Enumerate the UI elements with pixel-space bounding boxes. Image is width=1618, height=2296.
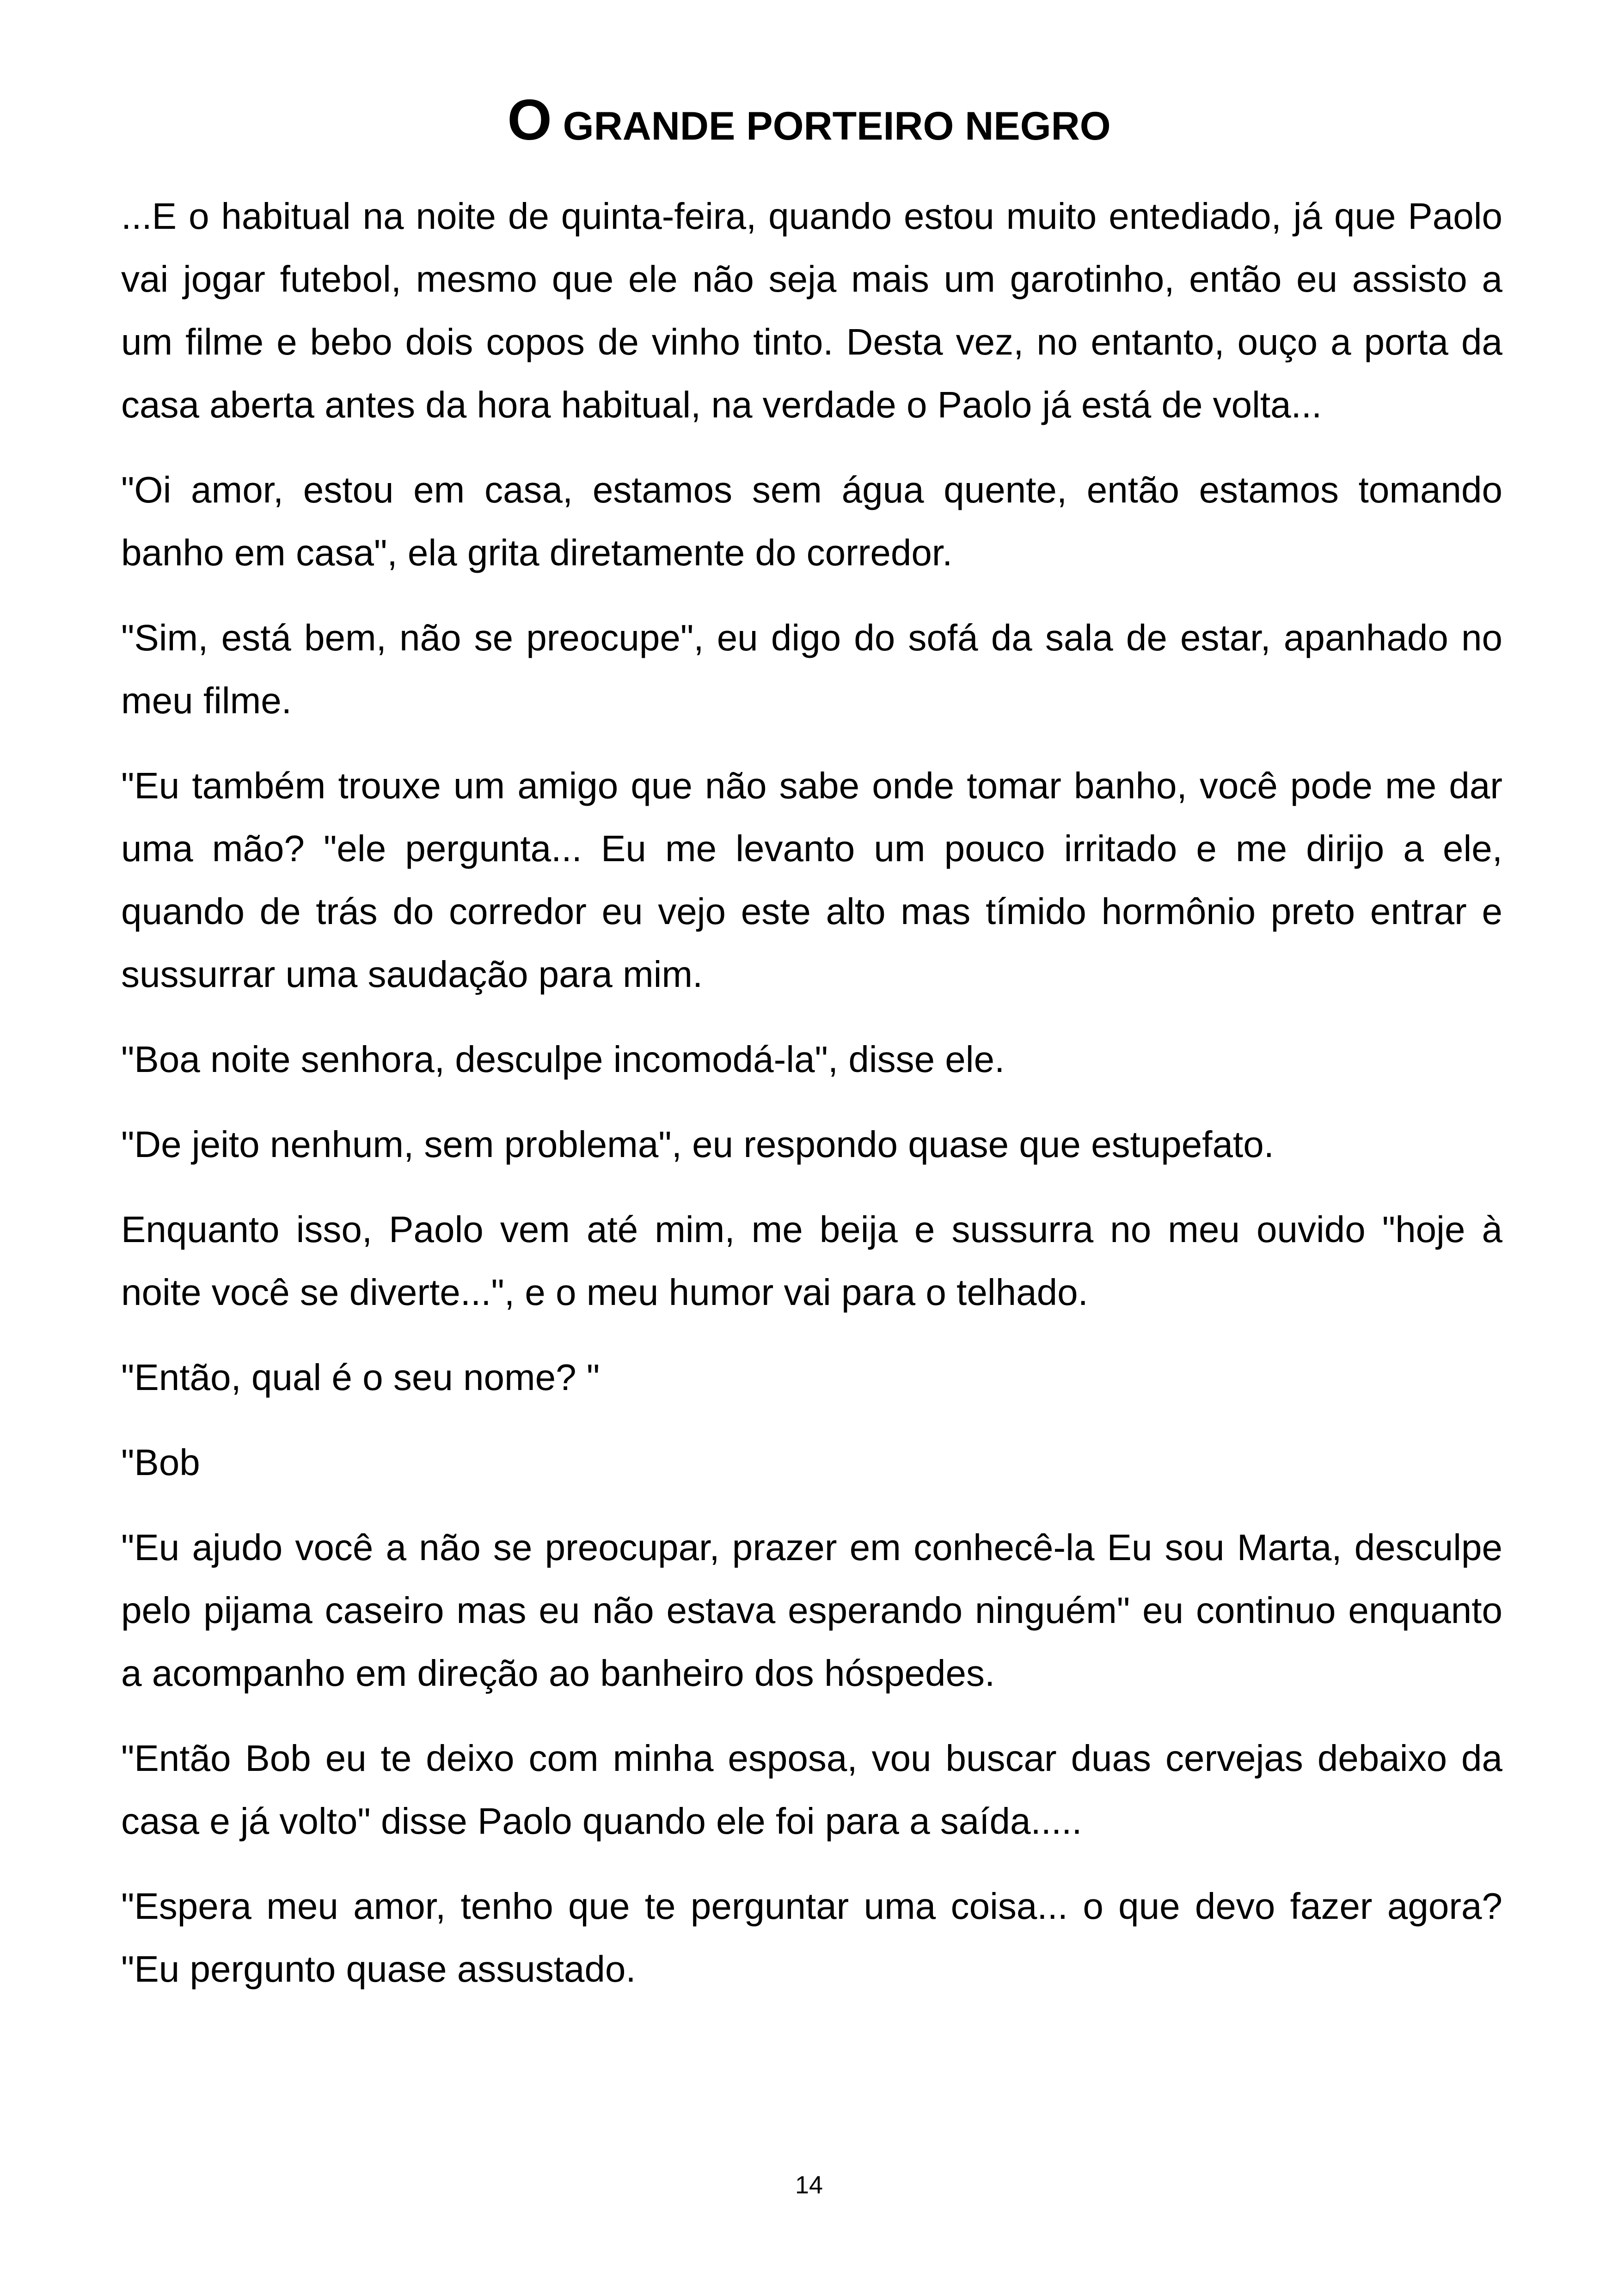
paragraph: "Eu também trouxe um amigo que não sabe onde tomar banho, você pode me dar uma mão? "ele pergunta... Eu me levanto um pouco irritado e me dirijo a ele, quando de trás do corredor eu vejo este alto mas tímido hormônio preto entrar e sussurrar uma saudação para mim. xyxy=(121,765,1502,995)
page-number: 14 xyxy=(795,2171,823,2199)
chapter-title xyxy=(0,86,1618,155)
paragraph: "Bob xyxy=(121,1442,200,1483)
paragraph: "Sim, está bem, não se preocupe", eu digo do sofá da sala de estar, apanhado no meu filme. xyxy=(121,617,1502,721)
paragraph: "Oi amor, estou em casa, estamos sem água quente, então estamos tomando banho em casa", ela grita diretamente do corredor. xyxy=(121,469,1502,573)
title-initial: O xyxy=(507,88,552,152)
paragraph: ...E o habitual na noite de quinta-feira, quando estou muito entediado, já que Paolo vai jogar futebol, mesmo que ele não seja mais um garotinho, então eu assisto a um filme e bebo dois copos de vinho tinto. Desta vez, no entanto, ouço a porta da casa aberta antes da hora habitual, na verdade o Paolo já está de volta... xyxy=(121,196,1502,425)
body-text xyxy=(121,185,1502,2023)
paragraph: "Espera meu amor, tenho que te perguntar uma coisa... o que devo fazer agora? "Eu pergunto quase assustado. xyxy=(121,1886,1502,1990)
title-rest: GRANDE PORTEIRO NEGRO xyxy=(552,104,1111,148)
paragraph: Enquanto isso, Paolo vem até mim, me beija e sussurra no meu ouvido "hoje à noite você se diverte...", e o meu humor vai para o telhado. xyxy=(121,1209,1502,1313)
paragraph: "Boa noite senhora, desculpe incomodá-la", disse ele. xyxy=(121,1039,1005,1080)
paragraph: "Então Bob eu te deixo com minha esposa, vou buscar duas cervejas debaixo da casa e já volto" disse Paolo quando ele foi para a saída..... xyxy=(121,1738,1502,1842)
paragraph: "De jeito nenhum, sem problema", eu respondo quase que estupefato. xyxy=(121,1124,1274,1165)
paragraph: "Eu ajudo você a não se preocupar, prazer em conhecê-la Eu sou Marta, desculpe pelo pijama caseiro mas eu não estava esperando ninguém" eu continuo enquanto a acompanho em direção ao banheiro dos hóspedes. xyxy=(121,1527,1502,1694)
paragraph: "Então, qual é o seu nome? " xyxy=(121,1357,600,1398)
